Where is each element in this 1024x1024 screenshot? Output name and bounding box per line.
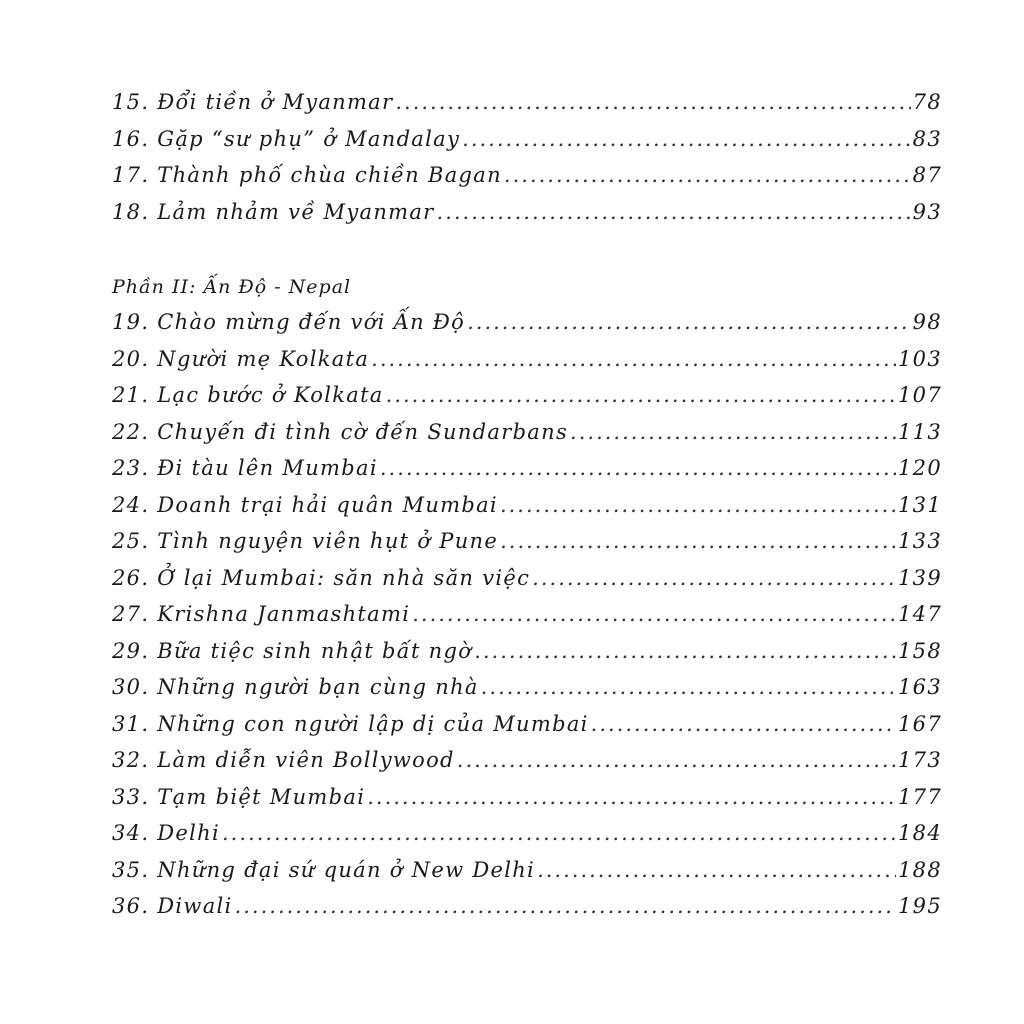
- toc-entry-title: 18. Lảm nhảm về Myanmar: [112, 199, 435, 224]
- leader-dots: [474, 639, 896, 663]
- toc-entry: [112, 420, 942, 457]
- toc-entry: [112, 858, 942, 895]
- leader-dots: [462, 127, 911, 151]
- toc-entry-title: 20. Người mẹ Kolkata: [112, 346, 370, 371]
- toc-entry: [112, 493, 942, 530]
- toc-entry-page: 177: [898, 784, 942, 809]
- toc-entry-page: 133: [898, 529, 942, 553]
- leader-dots: [395, 90, 910, 114]
- toc-entry: [112, 712, 942, 749]
- toc-entry-title: 23. Đi tàu lên Mumbai: [112, 456, 378, 480]
- leader-dots: [537, 858, 896, 882]
- leader-dots: [467, 310, 911, 334]
- toc-entry-title: 24. Doanh trại hải quân Mumbai: [112, 492, 498, 517]
- toc-entry-page: 147: [898, 602, 942, 626]
- toc-entry-title: 21. Lạc bước ở Kolkata: [112, 383, 384, 407]
- leader-dots: [500, 529, 896, 553]
- toc-entry: [112, 748, 942, 785]
- toc-entry-page: 93: [912, 199, 942, 224]
- toc-entry-title: 36. Diwali: [112, 894, 233, 918]
- toc-entry-title: 30. Những người bạn cùng nhà: [112, 675, 479, 699]
- toc-entry: [112, 347, 942, 384]
- toc-entry-title: 27. Krishna Janmashtami: [112, 602, 411, 626]
- leader-dots: [570, 420, 896, 444]
- toc-entry-page: 87: [912, 163, 942, 187]
- toc-entry-title: 25. Tình nguyện viên hụt ở Pune: [112, 529, 499, 553]
- toc-entry: [112, 310, 942, 347]
- toc-entry-title: 15. Đổi tiền ở Myanmar: [112, 90, 394, 114]
- toc-entry: [112, 127, 942, 164]
- toc-entry-title: 26. Ở lại Mumbai: săn nhà săn việc: [112, 565, 531, 590]
- leader-dots: [371, 347, 896, 371]
- toc-entry-page: 139: [898, 565, 942, 590]
- toc-entry-page: 83: [912, 126, 942, 151]
- toc-entry: [112, 821, 942, 858]
- toc-entry: [112, 639, 942, 676]
- toc-entry-title: 19. Chào mừng đến với Ấn Độ: [112, 310, 466, 334]
- toc-entry-page: 131: [898, 492, 942, 517]
- leader-dots: [500, 493, 896, 517]
- toc-entry-page: 173: [898, 748, 942, 772]
- toc-entry-page: 98: [912, 310, 942, 334]
- leader-dots: [504, 163, 911, 187]
- toc-entry-page: 103: [898, 346, 942, 371]
- toc-entry-title: 16. Gặp “sư phụ” ở Mandalay: [112, 126, 461, 151]
- leader-dots: [591, 712, 896, 736]
- toc-entry-page: 107: [898, 383, 942, 407]
- toc-part2-list: [112, 310, 942, 931]
- toc-entry-title: 29. Bữa tiệc sinh nhật bất ngờ: [112, 638, 473, 663]
- toc-entry-title: 35. Những đại sứ quán ở New Delhi: [112, 857, 536, 882]
- leader-dots: [481, 675, 896, 699]
- toc-entry-page: 188: [898, 857, 942, 882]
- toc-entry: [112, 90, 942, 127]
- leader-dots: [380, 456, 896, 480]
- leader-dots: [222, 821, 896, 845]
- toc-entry: [112, 785, 942, 822]
- leader-dots: [367, 785, 896, 809]
- toc-entry: [112, 383, 942, 420]
- toc-entry: [112, 456, 942, 493]
- leader-dots: [386, 383, 896, 407]
- toc-part1-list: [112, 90, 942, 236]
- section-heading: Phần II: Ấn Độ - Nepal: [112, 276, 352, 298]
- toc-entry-page: 78: [912, 90, 942, 114]
- toc-entry: [112, 566, 942, 603]
- leader-dots: [412, 602, 896, 626]
- toc-entry-title: 17. Thành phố chùa chiền Bagan: [112, 163, 502, 187]
- toc-entry: [112, 529, 942, 566]
- toc-entry-page: 167: [898, 711, 942, 736]
- toc-entry-title: 22. Chuyến đi tình cờ đến Sundarbans: [112, 419, 569, 444]
- toc-entry-page: 184: [898, 821, 942, 845]
- toc-entry-page: 113: [898, 419, 942, 444]
- toc-entry: [112, 163, 942, 200]
- toc-entry-title: 34. Delhi: [112, 821, 220, 845]
- toc-entry: [112, 894, 942, 931]
- leader-dots: [235, 894, 896, 918]
- leader-dots: [437, 200, 911, 224]
- toc-entry: [112, 602, 942, 639]
- toc-entry-title: 32. Làm diễn viên Bollywood: [112, 748, 455, 772]
- toc-entry-title: 31. Những con người lập dị của Mumbai: [112, 711, 589, 736]
- toc-entry-page: 163: [898, 675, 942, 699]
- toc-entry-title: 33. Tạm biệt Mumbai: [112, 784, 366, 809]
- toc-entry: [112, 675, 942, 712]
- toc-entry-page: 158: [898, 638, 942, 663]
- toc-entry-page: 195: [898, 894, 942, 918]
- leader-dots: [457, 748, 896, 772]
- leader-dots: [532, 566, 896, 590]
- toc-entry: [112, 200, 942, 237]
- toc-entry-page: 120: [898, 456, 942, 480]
